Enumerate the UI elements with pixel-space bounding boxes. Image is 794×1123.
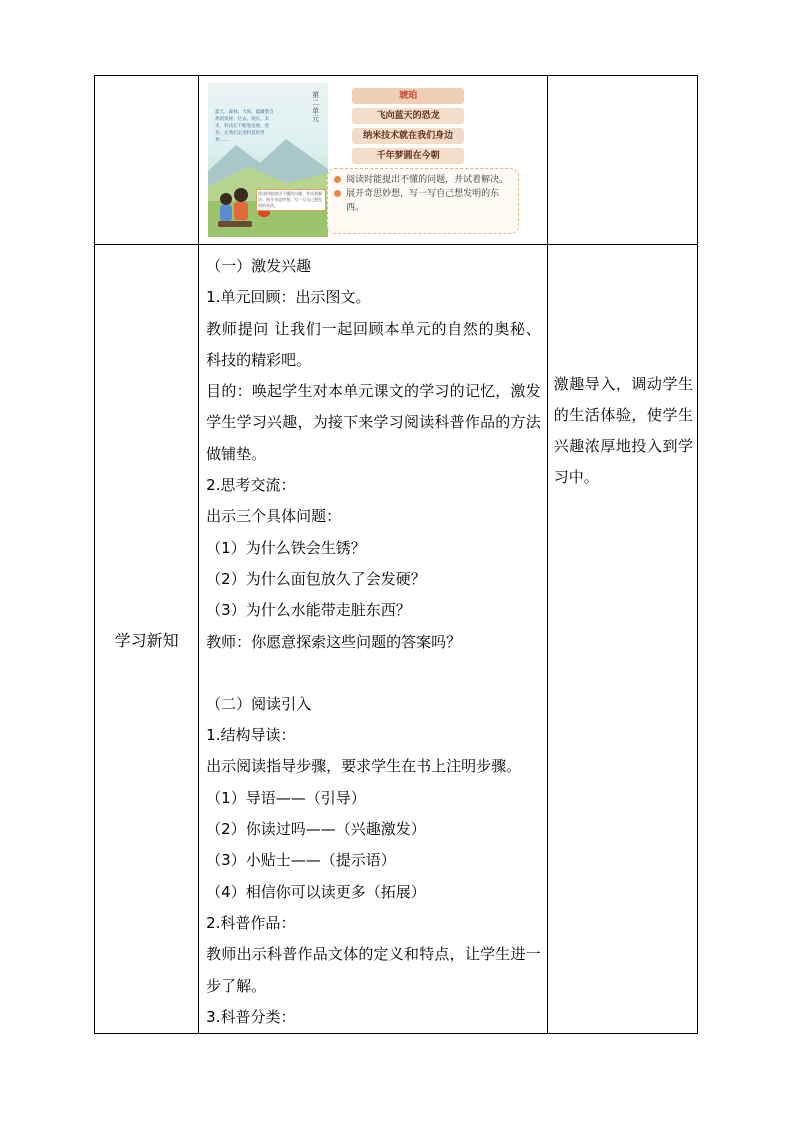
lesson-title: 千年梦圆在今朝	[352, 148, 464, 164]
bullet-icon	[334, 176, 341, 183]
question-item: （1）为什么铁会生锈？	[206, 538, 366, 557]
text-line: 出示三个具体问题：	[206, 507, 342, 526]
goal-item: 阅读时能提出不懂的问题，并试着解决。	[334, 173, 512, 187]
design-purpose-text: 激趣导入，调动学生的生活体验，使学生兴趣浓厚地投入到学习中。	[553, 375, 693, 486]
landscape-illustration	[208, 83, 328, 237]
step-heading: 1.结构导读：	[206, 726, 296, 745]
illustration-cell	[199, 76, 548, 245]
teaching-content	[199, 245, 547, 1033]
question-item: （3）为什么水能带走脏东西？	[206, 601, 411, 620]
unit-label: 第二单元	[312, 91, 320, 123]
text-line: 教师提问 让我们一起回顾本单元的自然的奥秘、科技的精彩吧。	[206, 319, 541, 369]
label-cell-empty	[95, 76, 199, 245]
goal-item: 展开奇思妙想，写一写自己想发明的东西。	[334, 187, 512, 215]
step-heading: 2.科普作品：	[206, 913, 296, 932]
lesson-title: 琥珀	[352, 88, 464, 104]
bullet-icon	[334, 190, 341, 197]
content-cell	[199, 245, 548, 1034]
section-heading: （二）阅读引入	[206, 694, 312, 713]
step-heading: 2.思考交流：	[206, 476, 296, 495]
purpose-cell	[547, 245, 697, 1034]
unit-goals-box	[327, 168, 519, 234]
unit-cover-image	[208, 83, 328, 237]
lesson-plan-table	[94, 75, 698, 1034]
unit-intro-text: 蓝天、森林、大海、蕴藏着自然的奥秘；过去、现在、未来，科技在不断地发展、进步。让我们走进科技的世界……	[215, 110, 274, 143]
lesson-title: 纳米技术就在我们身边	[352, 128, 464, 144]
step-item: （1）导语——（引导）	[206, 788, 366, 807]
section-label: 学习新知	[95, 245, 199, 1034]
question-item: （2）为什么面包放久了会发硬？	[206, 569, 426, 588]
table-row	[95, 245, 698, 1034]
section-heading: （一）激发兴趣	[206, 257, 312, 275]
table-row	[95, 76, 698, 245]
text-line: 目的：唤起学生对本单元课文的学习的记忆，激发学生学习兴趣，为接下来学习阅读科普作品的方法做铺垫。	[206, 382, 541, 463]
cover-note: 阅读时能提出不懂的问题，并试着解决。展开奇思妙想，写一写自己想发明的东西。	[256, 189, 326, 211]
step-heading: 1.单元回顾：出示图文。	[206, 288, 371, 307]
text-line: 教师：你愿意探索这些问题的答案吗？	[206, 632, 462, 651]
text-line: 教师出示科普作品文体的定义和特点，让学生进一步了解。	[206, 945, 541, 995]
unit-illustration	[199, 76, 539, 244]
spacer	[206, 658, 541, 689]
step-item: （4）相信你可以读更多（拓展）	[206, 882, 426, 901]
step-item: （2）你读过吗——（兴趣激发）	[206, 820, 426, 839]
text-line: 出示阅读指导步骤，要求学生在书上注明步骤。	[206, 757, 522, 776]
step-item: （3）小贴士——（提示语）	[206, 851, 396, 870]
step-heading: 3.科普分类：	[206, 1007, 296, 1026]
lesson-list	[352, 88, 464, 168]
purpose-cell-empty	[547, 76, 697, 245]
lesson-title: 飞向蓝天的恐龙	[352, 108, 464, 124]
